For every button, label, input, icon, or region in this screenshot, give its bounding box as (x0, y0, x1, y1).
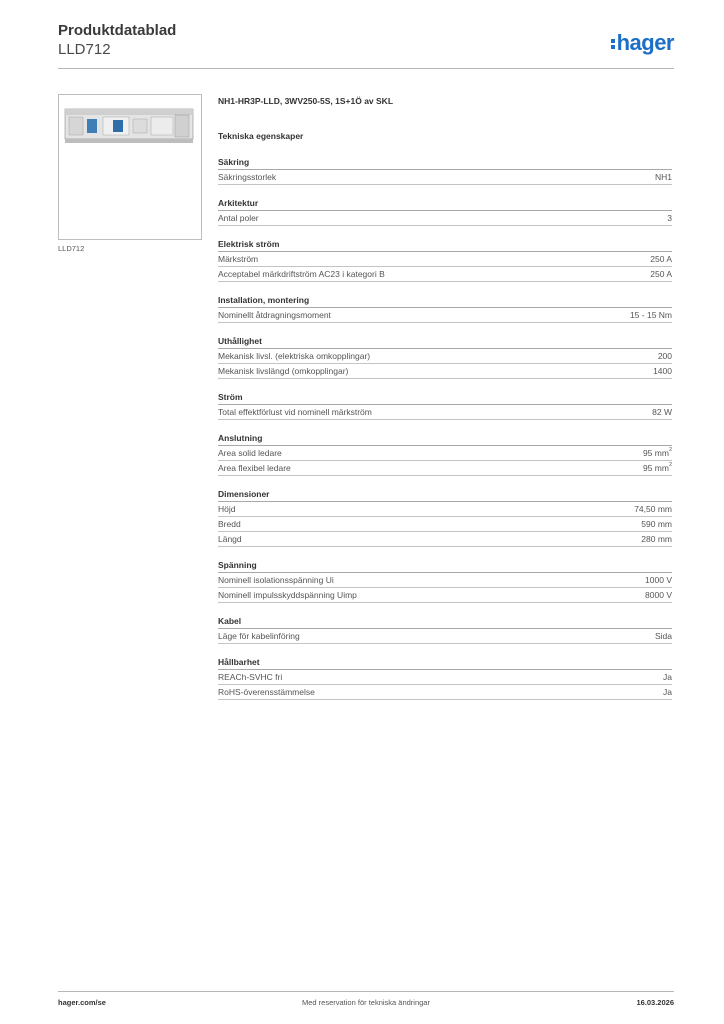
spec-row (218, 629, 672, 644)
spec-label: Säkringsstorlek (218, 172, 277, 182)
spec-value-text: 82 W (652, 407, 672, 417)
spec-row (218, 349, 672, 364)
page-header (58, 22, 674, 59)
spec-value-text: 1000 V (645, 575, 672, 585)
spec-value-text: 15 - 15 Nm (629, 310, 672, 320)
spec-value (641, 517, 672, 531)
spec-section (218, 238, 672, 282)
spec-value-text: 200 (657, 351, 672, 361)
spec-label: Längd (218, 534, 242, 544)
spec-value-text: 74,50 mm (634, 504, 672, 514)
section-title: Hållbarhet (218, 656, 672, 670)
spec-row (218, 170, 672, 185)
spec-label: Total effektförlust vid nominell märkström (218, 407, 372, 417)
product-image (58, 94, 202, 240)
technical-properties-heading: Tekniska egenskaper (218, 131, 304, 141)
footer-divider (58, 991, 674, 992)
section-title: Dimensioner (218, 488, 672, 502)
spec-label: Nominell impulsskyddspänning Uimp (218, 590, 357, 600)
spec-value (645, 588, 672, 602)
section-title: Arkitektur (218, 197, 672, 211)
section-title: Kabel (218, 615, 672, 629)
spec-value (645, 573, 672, 587)
spec-value (634, 502, 672, 516)
spec-value (641, 532, 672, 546)
spec-label: Antal poler (218, 213, 259, 223)
section-title: Installation, montering (218, 294, 672, 308)
spec-value-text: Sida (654, 631, 672, 641)
spec-value-text: 95 mm (642, 448, 669, 458)
spec-label: Nominellt åtdragningsmoment (218, 310, 331, 320)
spec-row (218, 532, 672, 547)
spec-label: Mekanisk livslängd (omkopplingar) (218, 366, 349, 376)
spec-row (218, 588, 672, 603)
section-title: Spänning (218, 559, 672, 573)
spec-value (658, 349, 672, 363)
spec-value-text: 1400 (653, 366, 672, 376)
switch-disconnector-icon (63, 103, 197, 153)
spec-label: Acceptabel märkdriftström AC23 i kategori B (218, 269, 385, 279)
spec-label: Läge för kabelinföring (218, 631, 300, 641)
section-title: Uthållighet (218, 335, 672, 349)
spec-section (218, 488, 672, 547)
spec-row (218, 364, 672, 379)
spec-row (218, 252, 672, 267)
spec-label: REACh-SVHC fri (218, 672, 283, 682)
spec-row (218, 211, 672, 226)
spec-value (643, 461, 672, 475)
spec-value-superscript: 2 (668, 462, 672, 468)
section-title: Anslutning (218, 432, 672, 446)
spec-value (663, 685, 672, 699)
document-title: Produktdatablad (58, 22, 177, 39)
spec-section (218, 156, 672, 185)
footer-website: hager.com/se (58, 998, 106, 1007)
spec-label: Höjd (218, 504, 236, 514)
spec-section (218, 656, 672, 700)
spec-value (655, 629, 672, 643)
spec-value (667, 211, 672, 225)
spec-value-text: 590 mm (641, 519, 672, 529)
spec-value-text: 3 (667, 213, 672, 223)
footer-disclaimer: Med reservation för tekniska ändringar (302, 998, 430, 1007)
spec-row (218, 573, 672, 588)
spec-value (652, 405, 672, 419)
spec-section (218, 391, 672, 420)
spec-label: Area solid ledare (218, 448, 282, 458)
spec-sections (218, 156, 672, 700)
spec-content (218, 94, 672, 700)
logo-dots-icon (611, 37, 615, 51)
spec-value (653, 364, 672, 378)
spec-section (218, 432, 672, 476)
spec-label: RoHS-överensstämmelse (218, 687, 315, 697)
spec-value (663, 670, 672, 684)
spec-label: Märkström (218, 254, 259, 264)
spec-value-text: NH1 (654, 172, 672, 182)
spec-value (655, 170, 672, 184)
spec-row (218, 517, 672, 532)
spec-section (218, 197, 672, 226)
spec-value-text: Ja (663, 687, 672, 697)
product-code: LLD712 (58, 41, 111, 58)
spec-value-text: 280 mm (641, 534, 672, 544)
footer-date: 16.03.2026 (636, 998, 674, 1007)
spec-value-text: Ja (663, 672, 672, 682)
spec-row (218, 502, 672, 517)
header-divider (58, 68, 674, 69)
spec-section (218, 335, 672, 379)
spec-row (218, 685, 672, 700)
section-title: Säkring (218, 156, 672, 170)
spec-section (218, 559, 672, 603)
spec-row (218, 446, 672, 461)
spec-value-superscript: 2 (668, 447, 672, 453)
spec-value-text: 8000 V (645, 590, 672, 600)
spec-row (218, 405, 672, 420)
spec-section (218, 615, 672, 644)
spec-label: Mekanisk livsl. (elektriska omkopplingar) (218, 351, 371, 361)
spec-row (218, 267, 672, 282)
spec-row (218, 461, 672, 476)
spec-label: Nominell isolationsspänning Ui (218, 575, 334, 585)
spec-row (218, 308, 672, 323)
spec-section (218, 294, 672, 323)
spec-value-text: 95 mm (642, 463, 669, 473)
spec-value-text: 250 A (650, 269, 672, 279)
product-description: NH1-HR3P-LLD, 3WV250-5S, 1S+1Ö av SKL (218, 96, 394, 106)
spec-label: Area flexibel ledare (218, 463, 291, 473)
hager-logo (611, 30, 674, 56)
spec-label: Bredd (218, 519, 241, 529)
section-title: Elektrisk ström (218, 238, 672, 252)
spec-value (643, 446, 672, 460)
spec-row (218, 670, 672, 685)
spec-value (650, 267, 672, 281)
spec-value-text: 250 A (650, 254, 672, 264)
spec-value (650, 252, 672, 266)
section-title: Ström (218, 391, 672, 405)
image-caption: LLD712 (58, 244, 85, 253)
spec-value (630, 308, 672, 322)
logo-text: hager (616, 30, 674, 55)
